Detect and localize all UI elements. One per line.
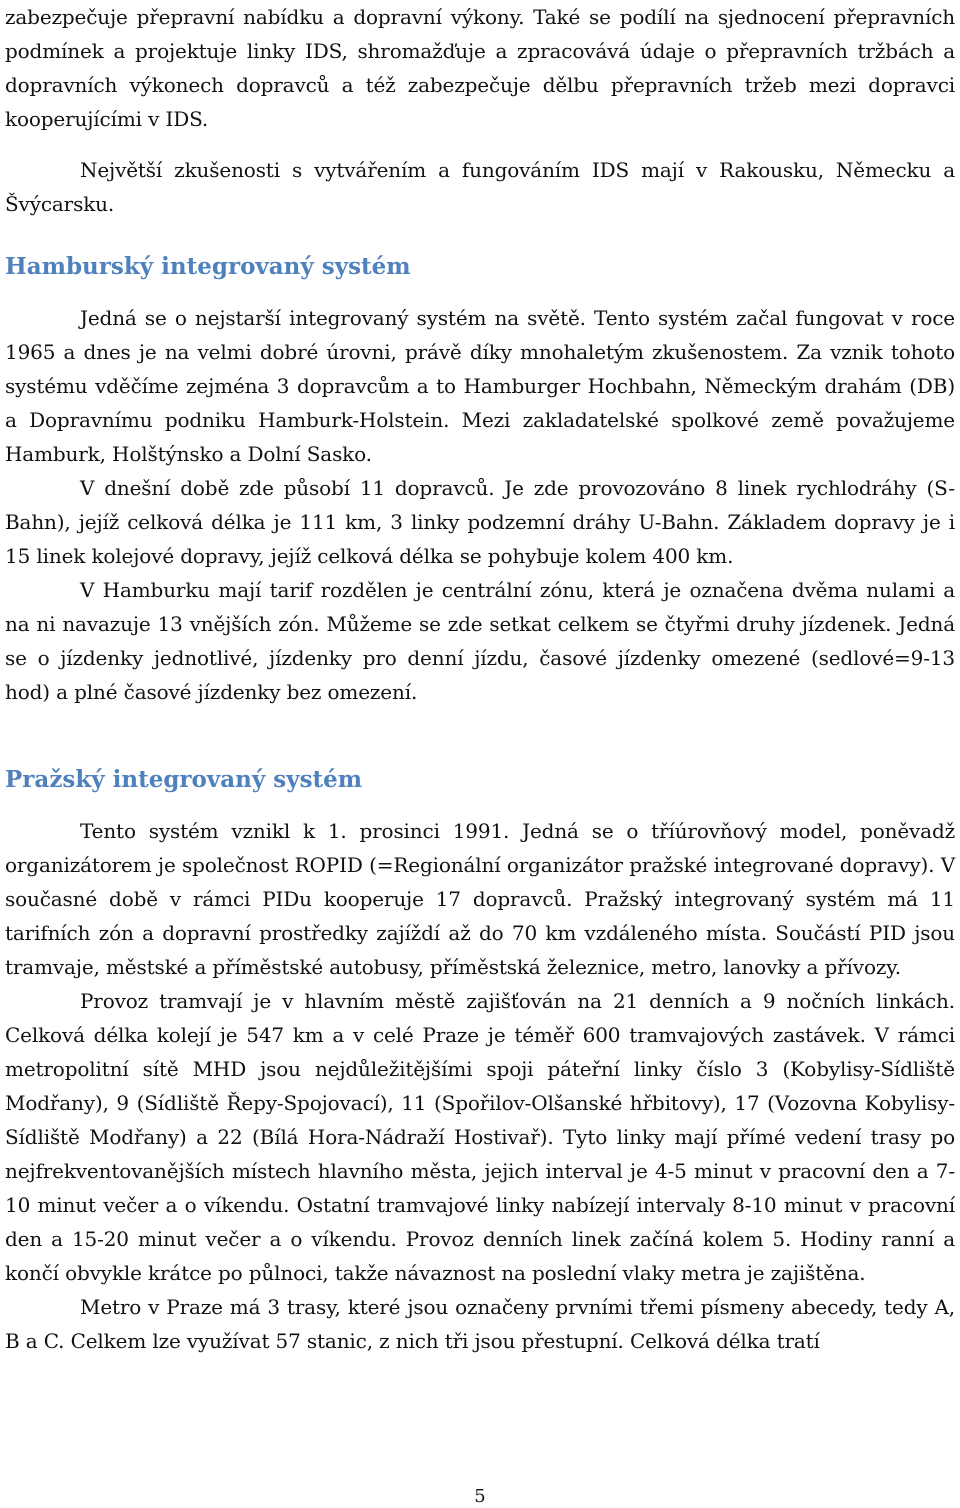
hamburg-heading: Hamburský integrovaný systém: [5, 253, 411, 280]
hamburg-paragraph-1: Jedná se o nejstarší integrovaný systém na světě. Tento systém začal fungovat v roce 1965 a dnes je na velmi dobré úrovni, právě díky mnohaletým zkušenostem. Za vznik tohoto systému vděčíme zejména 3 dopravcům a to Hamburger Hochbahn, Německým drahám (DB) a Dopravnímu podniku Hamburk-Holstein. Mezi zakladatelské spolkové země považujeme Hamburk, Holštýnsko a Dolní Sasko.: [5, 306, 955, 466]
hamburg-paragraph-3: V Hamburku mají tarif rozdělen je centrální zónu, která je označena dvěma nulami a na ni navazuje 13 vnějších zón. Můžeme se zde setkat celkem se čtyřmi druhy jízdenek. Jedná se o jízdenky jednotlivé, jízdenky pro denní jízdu, časové jízdenky omezené (sedlové=9-13 hod) a plné časové jízdenky bez omezení.: [5, 578, 955, 704]
prague-heading: Pražský integrovaný systém: [5, 766, 363, 793]
spacer: [5, 221, 955, 250]
hamburg-paragraph-2: V dnešní době zde působí 11 dopravců. Je zde provozováno 8 linek rychlodráhy (S-Bahn), jejíž celková délka je 111 km, 3 linky podzemní dráhy U-Bahn. Základem dopravy je i 15 linek kolejové dopravy, jejíž celková délka se pohybuje kolem 400 km.: [5, 476, 955, 568]
spacer: [5, 797, 955, 814]
intro-paragraph-2: Největší zkušenosti s vytvářením a fungováním IDS mají v Rakousku, Německu a Švýcarsku.: [5, 158, 955, 216]
spacer: [5, 284, 955, 301]
prague-paragraph-3: Metro v Praze má 3 trasy, které jsou označeny prvními třemi písmeny abecedy, tedy A, B a C. Celkem lze využívat 57 stanic, z nich tři jsou přestupní. Celková délka tratí: [5, 1295, 955, 1353]
spacer: [5, 136, 955, 153]
prague-paragraph-2: Provoz tramvají je v hlavním městě zajišťován na 21 denních a 9 nočních linkách. Celková délka kolejí je 547 km a v celé Praze je téměř 600 tramvajových zastávek. V rámci metropolitní sítě MHD jsou nejdůležitějšími spoji páteřní linky číslo 3 (Kobylisy-Sídliště Modřany), 9 (Sídliště Řepy-Spojovací), 11 (Spořilov-Olšanské hřbitovy), 17 (Vozovna Kobylisy-Sídliště Modřany) a 22 (Bílá Hora-Nádraží Hostivař). Tyto linky mají přímé vedení trasy po nejfrekventovanějších místech hlavního města, jejich interval je 4-5 minut v pracovní den a 7-10 minut večer a o víkendu. Ostatní tramvajové linky nabízejí intervaly 8-10 minut v pracovní den a 15-20 minut večer a o víkendu. Provoz denních linek začíná kolem 5. Hodiny ranní a končí obvykle krátce po půlnoci, takže návaznost na poslední vlaky metra je zajištěna.: [5, 989, 955, 1285]
document-page: [5, 0, 955, 1358]
intro-paragraph-1: zabezpečuje přepravní nabídku a dopravní výkony. Také se podílí na sjednocení přepravních podmínek a projektuje linky IDS, shromažďuje a zpracovává údaje o přepravních tržbách a dopravních výkonech dopravců a též zabezpečuje dělbu přepravních tržeb mezi dopravci kooperujícími v IDS.: [5, 5, 955, 131]
page-number: 5: [474, 1486, 486, 1507]
spacer: [5, 709, 955, 763]
prague-paragraph-1: Tento systém vznikl k 1. prosinci 1991. Jedná se o tříúrovňový model, poněvadž organizátorem je společnost ROPID (=Regionální organizátor pražské integrované dopravy). V současné době v rámci PIDu kooperuje 17 dopravců. Pražský integrovaný systém má 11 tarifních zón a dopravní prostředky zajíždí až do 70 km vzdáleného místa. Součástí PID jsou tramvaje, městské a příměstské autobusy, příměstská železnice, metro, lanovky a přívozy.: [5, 819, 955, 979]
